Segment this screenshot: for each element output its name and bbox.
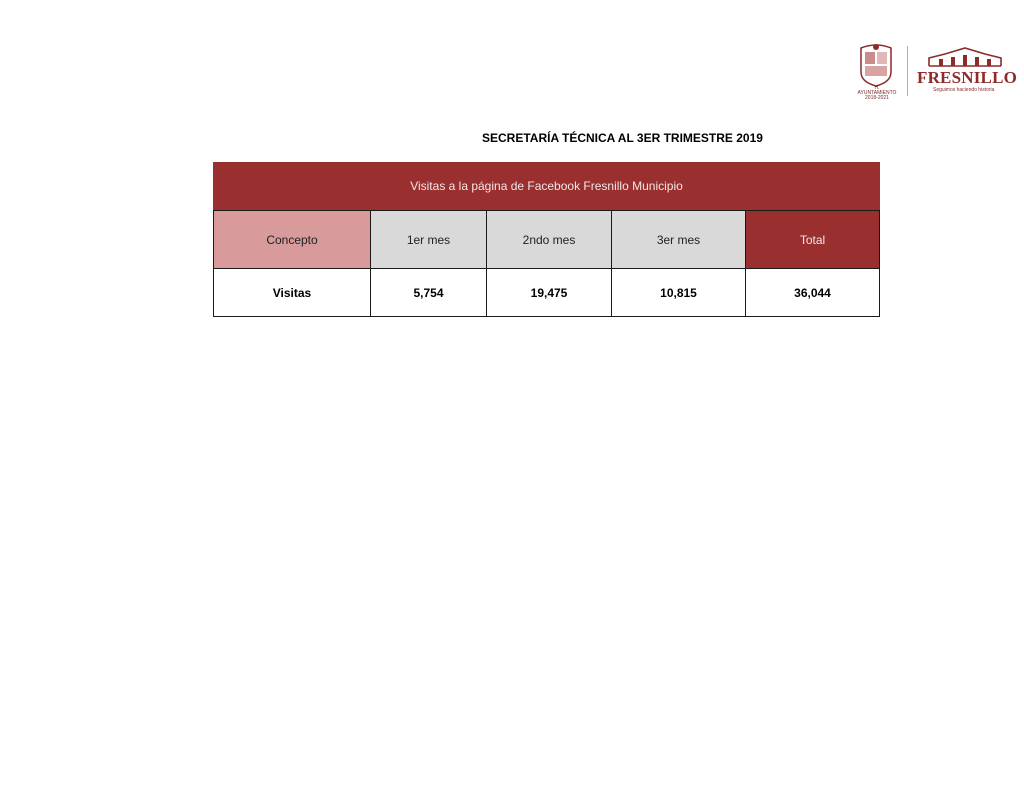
cell-2ndo-mes: 19,475 (487, 269, 612, 317)
table-column-headers (213, 210, 880, 269)
column-header-3er-mes: 3er mes (612, 210, 746, 269)
cell-1er-mes: 5,754 (371, 269, 487, 317)
building-icon (925, 46, 1005, 68)
seal-caption: H. AYUNTAMIENTO 2018-2021 (857, 85, 897, 101)
brand-name: FRESNILLO (917, 68, 1018, 87)
column-header-concepto: Concepto (213, 210, 371, 269)
visits-table (213, 162, 880, 317)
column-header-1er-mes: 1er mes (371, 210, 487, 269)
cell-3er-mes: 10,815 (612, 269, 746, 317)
brand-tagline: Seguimos haciendo historia (933, 87, 995, 93)
brand-mark (917, 46, 1018, 98)
cell-concepto: Visitas (213, 269, 371, 317)
table-row (213, 269, 880, 317)
column-header-2ndo-mes: 2ndo mes (487, 210, 612, 269)
column-header-total: Total (746, 210, 880, 269)
logo-divider (907, 46, 908, 96)
document-title: SECRETARÍA TÉCNICA AL 3ER TRIMESTRE 2019 (482, 131, 763, 145)
table-header: Visitas a la página de Facebook Fresnillo Municipio (213, 162, 880, 210)
cell-total: 36,044 (746, 269, 880, 317)
municipal-logo (855, 42, 1018, 101)
